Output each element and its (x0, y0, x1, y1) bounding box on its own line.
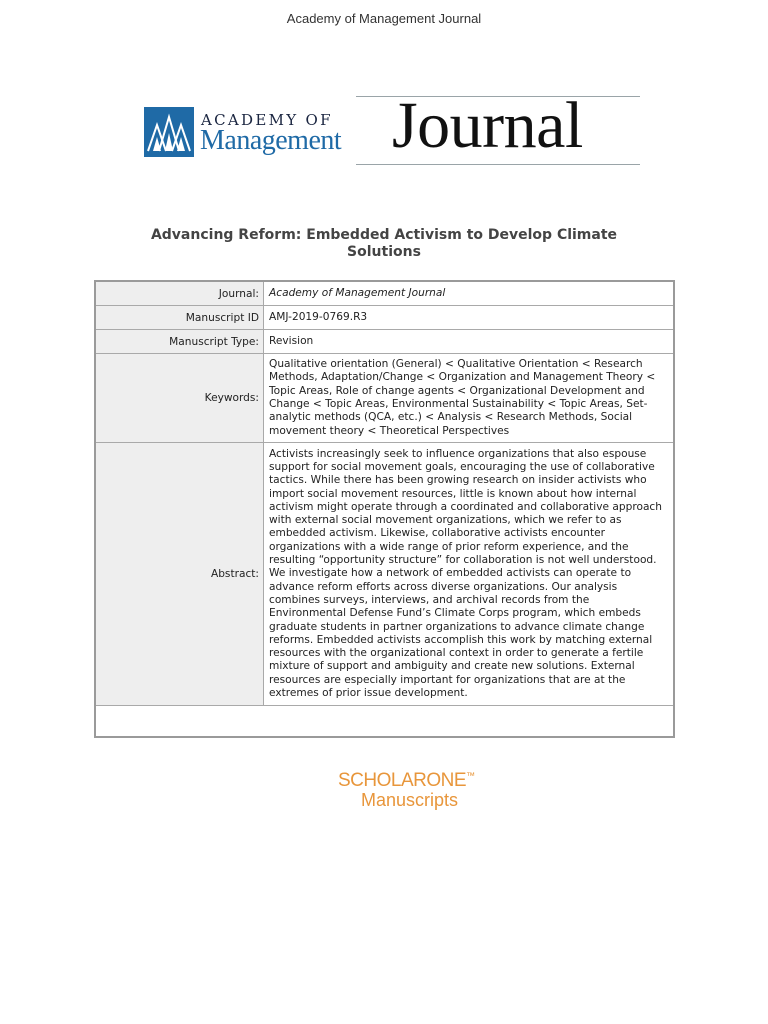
abstract-value: Activists increasingly seek to influence organizations that also espouse support for social movement goals, encouraging the use of collaborative tactics. While there has been growing research on insider activists who import social movement resources, little is known about how internal activism might operate through a coordinated and collaborative approach with external social movement organizations, which we refer to as embedded activism. Likewise, collaborative activists encounter organizations with a wide range of prior reform experience, and the resulting “opportunity structure” for collaboration is not well understood. We investigate how a network of embedded activists can operate to advance reform efforts across diverse organizations. Our analysis combines surveys, interviews, and archival records from the Environmental Defense Fund’s Climate Corps program, which embeds graduate students in partner organizations to advance climate change reforms. Embedded activists accomplish this work by matching external resources with the organizational context in order to generate a fertile mixture of support and ambiguity and create new solutions. External resources are especially important for organizations that are at the extremes of prior issue development. (264, 443, 675, 706)
journal-label: Journal: (95, 281, 264, 306)
journal-rule-bottom (356, 164, 640, 165)
table-row-empty (95, 706, 674, 738)
paper-title-line-1: Advancing Reform: Embedded Activism to Develop Climate (150, 227, 618, 243)
logo-line-management: Management (200, 125, 342, 156)
logo-line-academy: ACADEMY OF (201, 111, 333, 129)
keywords-value: Qualitative orientation (General) < Qualitative Orientation < Research Methods, Adaptation/Change < Organization and Management Theory < Topic Areas, Role of change agents < Organizational Development and Change < Topic Areas, Environmental Sustainability < Topic Areas, Set-analytic methods (QCA, etc.) < Analysis < Research Methods, Social movement theory < Theoretical Perspectives (264, 354, 675, 443)
scholarone-logo (338, 770, 475, 792)
keywords-label: Keywords: (95, 354, 264, 443)
aom-mountain-icon (144, 107, 194, 157)
manuscript-type-label: Manuscript Type: (95, 330, 264, 354)
scholarone-text: SCHOLARONE (338, 770, 467, 791)
running-header: Academy of Management Journal (286, 11, 482, 26)
table-row-keywords (95, 354, 674, 443)
table-row-abstract (95, 443, 674, 706)
manuscript-id-label: Manuscript ID (95, 306, 264, 330)
table-row-manuscript-id (95, 306, 674, 330)
manuscript-info-table (94, 280, 675, 738)
table-row-manuscript-type (95, 330, 674, 354)
journal-wordmark: Journal (392, 89, 583, 162)
manuscript-id-value: AMJ-2019-0769.R3 (264, 306, 675, 330)
paper-title (134, 227, 634, 261)
paper-title-line-2: Solutions (347, 244, 421, 260)
journal-value: Academy of Management Journal (264, 281, 675, 306)
trademark-symbol: ™ (466, 770, 476, 781)
empty-cell (95, 706, 674, 738)
table-row-journal (95, 281, 674, 306)
abstract-label: Abstract: (95, 443, 264, 706)
aom-logo (144, 105, 348, 160)
manuscript-type-value: Revision (264, 330, 675, 354)
manuscripts-text: Manuscripts (361, 790, 459, 810)
